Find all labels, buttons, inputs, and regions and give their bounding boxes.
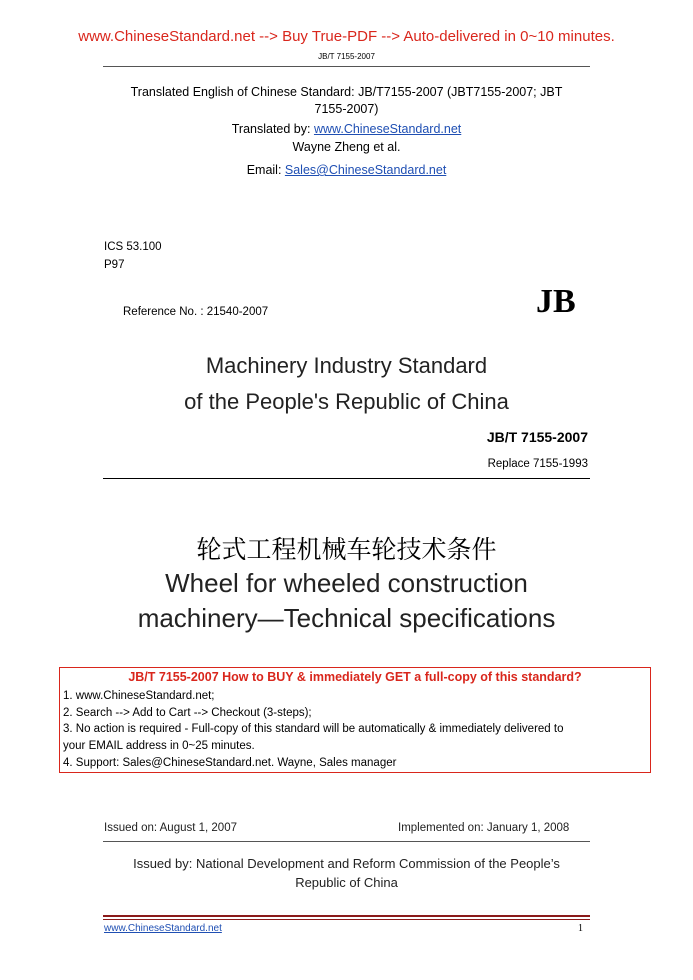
top-banner[interactable]: www.ChineseStandard.net --> Buy True-PDF --> Auto-delivered in 0~10 minutes. — [78, 28, 615, 45]
buy-step-4: 4. Support: Sales@ChineseStandard.net. Wayne, Sales manager — [63, 757, 397, 769]
title-rule — [103, 478, 590, 479]
title-chinese: 轮式工程机械车轮技术条件 — [196, 535, 497, 564]
implemented-on: Implemented on: January 1, 2008 — [398, 822, 570, 834]
footer-link[interactable]: www.ChineseStandard.net — [104, 923, 222, 934]
standard-title-line1: Machinery Industry Standard — [205, 353, 488, 378]
issue-rule — [103, 841, 590, 842]
reference-number: Reference No. : 21540-2007 — [123, 306, 269, 318]
email-line — [110, 162, 583, 179]
p-code: P97 — [104, 259, 125, 271]
issued-by-line1: Issued by: National Development and Reform Commission of the People’s — [133, 856, 560, 871]
buy-step-3-cont: your EMAIL address in 0~25 minutes. — [63, 740, 255, 752]
title-english-line2: machinery—Technical specifications — [137, 603, 556, 633]
running-header: JB/T 7155-2007 — [318, 52, 375, 61]
translation-line2: 7155-2007) — [314, 102, 379, 116]
header-rule — [103, 66, 590, 67]
translator-link[interactable]: www.ChineseStandard.net — [313, 122, 462, 136]
email-label: Email: — [246, 163, 285, 177]
author: Wayne Zheng et al. — [292, 140, 401, 154]
email-link[interactable]: Sales@ChineseStandard.net — [284, 163, 447, 177]
translated-by — [110, 121, 583, 138]
issued-by-line2: Republic of China — [295, 875, 398, 890]
issued-on: Issued on: August 1, 2007 — [104, 822, 237, 834]
standard-code: JB/T 7155-2007 — [486, 429, 588, 445]
standard-title-line2: of the People's Republic of China — [184, 389, 509, 414]
title-english-line1: Wheel for wheeled construction — [165, 568, 528, 598]
buy-step-1[interactable]: 1. www.ChineseStandard.net; — [63, 690, 215, 702]
ics-code: ICS 53.100 — [104, 241, 162, 253]
buy-box — [59, 667, 651, 773]
buy-step-2: 2. Search --> Add to Cart --> Checkout (3-steps); — [63, 707, 312, 719]
translated-by-label: Translated by: — [231, 122, 314, 136]
page-number: 1 — [578, 923, 583, 934]
translation-line1: Translated English of Chinese Standard: JB/T7155-2007 (JBT7155-2007; JBT — [130, 85, 563, 99]
footer-rule-thin — [103, 919, 590, 920]
replace-note: Replace 7155-1993 — [487, 458, 588, 470]
buy-box-title: JB/T 7155-2007 How to BUY & immediately GET a full-copy of this standard? — [128, 670, 582, 684]
buy-step-3: 3. No action is required - Full-copy of this standard will be automatically & immediately delivered to — [63, 723, 564, 735]
jb-mark: JB — [536, 283, 576, 320]
footer-rule-thick — [103, 915, 590, 917]
